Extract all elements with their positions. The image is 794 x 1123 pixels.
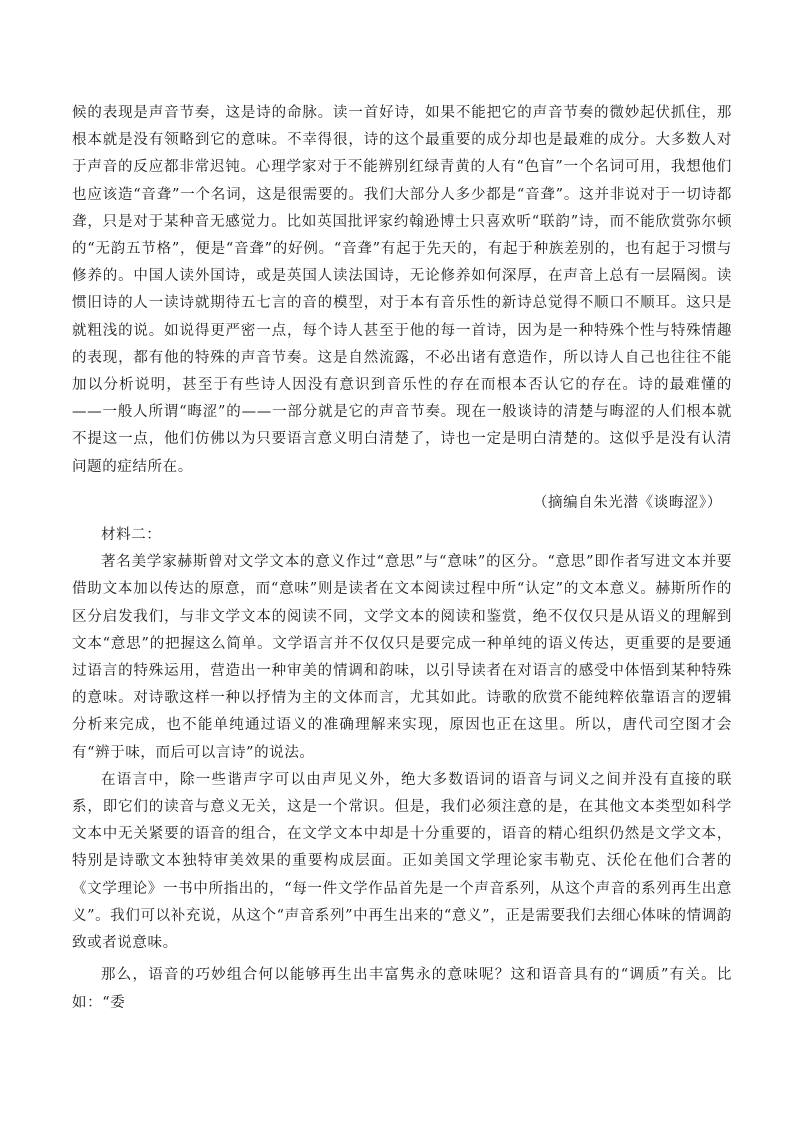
document-body — [72, 100, 732, 1017]
source-citation: （摘编自朱光潜《谈晦涩》） — [532, 494, 722, 511]
paragraph-material-one-continued: 候的表现是声音节奏，这是诗的命脉。读一首好诗，如果不能把它的声音节奏的微妙起伏抓住，那根本就是没有领略到它的意味。不幸得很，诗的这个最重要的成分却也是最难的成分。大多数人对于声音的反应都非常迟钝。心理学家对于不能辨别红绿青黄的人有“色盲”一个名词可用，我想他们也应该造“音聋”一个名词，这是很需要的。我们大部分人多少都是“音聋”。这并非说对于一切诗都聋，只是对于某种音无感觉力。比如英国批评家约翰逊博士只喜欢听“联韵”诗，而不能欣赏弥尔顿的“无韵五节格”，便是“音聋”的好例。“音聋”有起于先天的，有起于种族差别的，也有起于习惯与修养的。中国人读外国诗，或是英国人读法国诗，无论修养如何深厚，在声音上总有一层隔阂。读惯旧诗的人一读诗就期待五七言的音的模型，对于本有音乐性的新诗总觉得不顺口不顺耳。这只是就粗浅的说。如说得更严密一点，每个诗人甚至于他的每一首诗，因为是一种特殊个性与特殊情趣的表现，都有他的特殊的声音节奏。这是自然流露，不必出诸有意造作，所以诗人自己也往往不能加以分析说明，甚至于有些诗人因没有意识到音乐性的存在而根本否认它的存在。诗的最难懂的——一般人所谓“晦涩”的——一部分就是它的声音节奏。现在一般谈诗的清楚与晦涩的人们根本就不提这一点，他们仿佛以为只要语言意义明白清楚了，诗也一定是明白清楚的。这似乎是没有认清问题的症结所在。 — [72, 105, 732, 475]
paragraph-material-two-3: 那么，语音的巧妙组合何以能够再生出丰富隽永的意味呢？这和语音具有的“调质”有关。比如：“委 — [72, 967, 732, 1011]
paragraph-material-two-1: 著名美学家赫斯曾对文学文本的意义作过“意思”与“意味”的区分。“意思”即作者写进文本并要借助文本加以传达的原意，而“意味”则是读者在文本阅读过程中所“认定”的文本意义。赫斯所作的区分启发我们，与非文学文本的阅读不同，文学文本的阅读和鉴赏，绝不仅仅只是从语义的理解到文本“意思”的把握这么简单。文学语言并不仅仅只是要完成一种单纯的语义传达，更重要的是要通过语言的特殊运用，营造出一种审美的情调和韵味，以引导读者在对语言的感受中体悟到某种特殊的意味。对诗歌这样一种以抒情为主的文体而言，尤其如此。诗歌的欣赏不能纯粹依靠语言的逻辑分析来完成，也不能单纯通过语义的准确理解来实现，原因也正在这里。所以，唐代司空图才会有“辨于味，而后可以言诗”的说法。 — [72, 554, 732, 761]
paragraph-material-two-2: 在语言中，除一些谐声字可以由声见义外，绝大多数语词的语音与词义之间并没有直接的联系，即它们的读音与意义无关，这是一个常识。但是，我们必须注意的是，在其他文本类型如科学文本中无关紧要的语音的组合，在文学文本中却是十分重要的，语音的精心组织仍然是文学文本，特别是诗歌文本独特审美效果的重要构成层面。正如美国文学理论家韦勒克、沃伦在他们合著的《文学理论》一书中所指出的，“每一件文学作品首先是一个声音系列，从这个声音的系列再生出意义”。我们可以补充说，从这个“声音系列”中再生出来的“意义”，正是需要我们去细心体味的情调韵致或者说意味。 — [72, 771, 732, 952]
material-two-heading: 材料二： — [101, 527, 162, 544]
